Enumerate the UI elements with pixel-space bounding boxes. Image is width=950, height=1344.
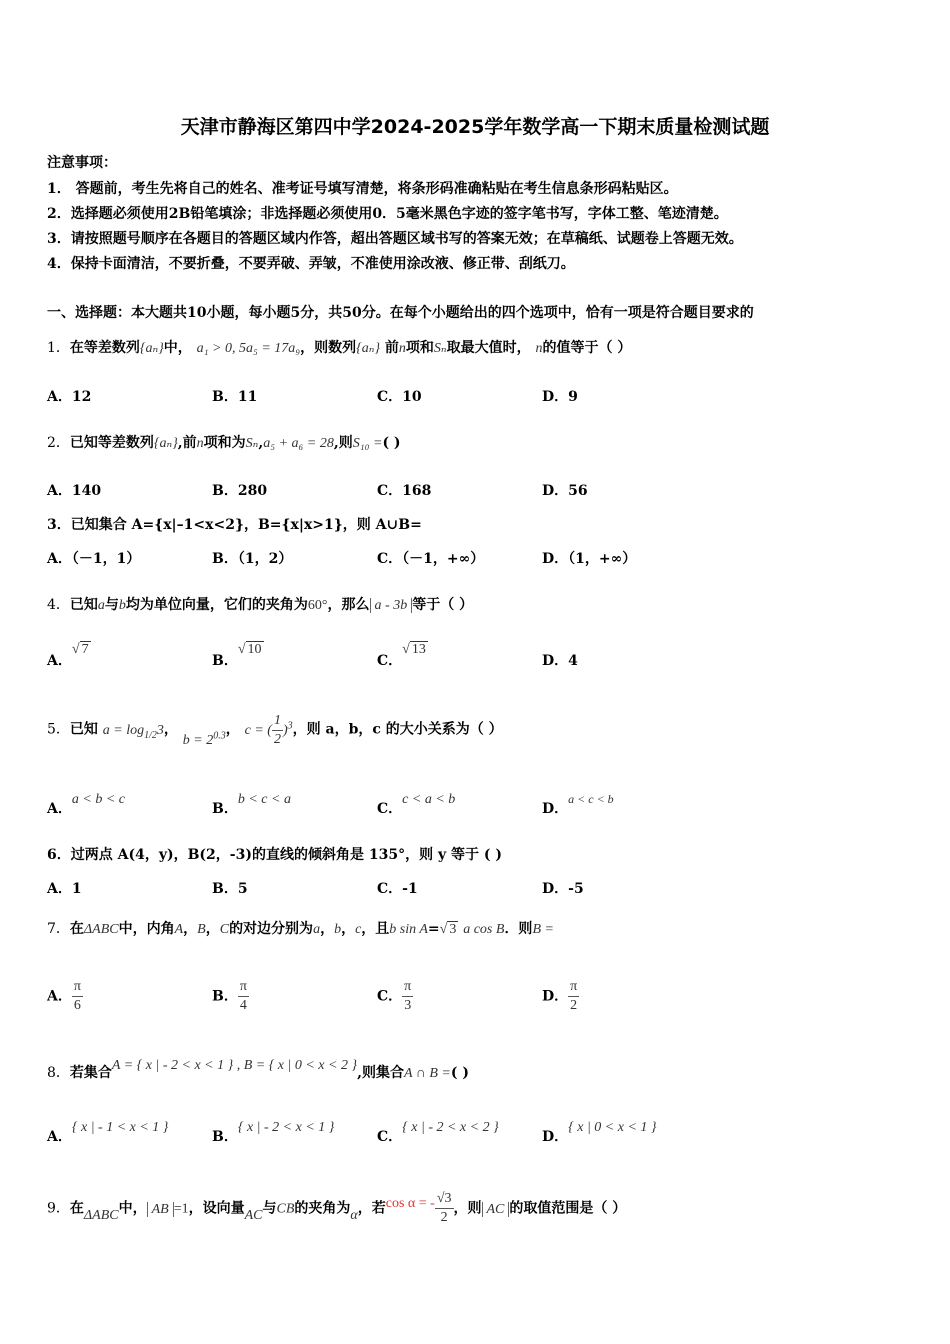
question-text: ,则 bbox=[333, 435, 353, 451]
option-d[interactable] bbox=[542, 788, 614, 817]
question-text: 已知 bbox=[69, 721, 98, 738]
numerator: π bbox=[568, 978, 579, 997]
option-label: B． bbox=[212, 1129, 238, 1145]
math-expr: {aₙ} bbox=[153, 436, 178, 451]
option-label: A． bbox=[47, 653, 72, 669]
radicand: 3 bbox=[449, 922, 457, 937]
question-text: 的取值范围是（ ） bbox=[509, 1200, 627, 1217]
question-number: 2． bbox=[47, 435, 70, 451]
option-d[interactable]: D．56 bbox=[542, 483, 588, 499]
question-text: ，设向量 bbox=[188, 1200, 245, 1217]
math-expr: b < c < a bbox=[237, 792, 291, 807]
option-label: C． bbox=[377, 801, 403, 817]
denominator: 4 bbox=[239, 998, 247, 1013]
fraction bbox=[435, 1190, 454, 1227]
option-c[interactable] bbox=[377, 788, 456, 817]
math-expr: { x | 0 < x < 1 } bbox=[568, 1120, 657, 1135]
sqrt-expr: √ 10 bbox=[237, 642, 262, 657]
question-3: 3．已知集合 A={x|–1<x<2}，B={x|x>1}，则 A∪B= bbox=[47, 517, 422, 533]
option-b[interactable] bbox=[212, 978, 249, 1015]
option-d[interactable]: D．4 bbox=[542, 653, 578, 669]
numerator: π bbox=[238, 978, 249, 997]
question-number: 5． bbox=[47, 721, 70, 738]
sqrt-expr: √ 3 bbox=[439, 922, 457, 937]
option-b[interactable]: B．11 bbox=[212, 389, 258, 405]
question-number: 8． bbox=[47, 1065, 70, 1081]
question-text: ， bbox=[225, 721, 240, 738]
math-expr: n bbox=[535, 341, 543, 356]
question-text: = bbox=[427, 921, 440, 937]
question-text: ，则 a，b，c 的大小关系为（ ） bbox=[292, 721, 503, 738]
math-expr: Sₙ bbox=[433, 341, 447, 356]
fraction bbox=[72, 978, 83, 1015]
question-4 bbox=[47, 594, 473, 614]
math-expr: 60° bbox=[307, 598, 328, 613]
fraction bbox=[568, 978, 579, 1015]
math-expr: { x | - 2 < x < 1 } bbox=[237, 1120, 335, 1135]
question-text: ．则 bbox=[504, 921, 533, 937]
page-title: 天津市静海区第四中学2024-2025学年数学高一下期末质量检测试题 bbox=[180, 116, 770, 138]
math-expr bbox=[182, 730, 226, 748]
question-text: ( ) bbox=[450, 1065, 469, 1081]
denominator: 3 bbox=[404, 998, 412, 1013]
math-part: b = 2 bbox=[182, 732, 214, 748]
question-text: ， bbox=[163, 721, 178, 738]
question-text: 的对边分别为 bbox=[229, 921, 314, 937]
question-text: 取最大值时， bbox=[446, 340, 531, 356]
option-label: D． bbox=[542, 1129, 569, 1145]
question-2 bbox=[47, 432, 401, 452]
math-expr: ΔABC bbox=[83, 922, 119, 937]
question-text: ( ) bbox=[382, 435, 401, 451]
question-text: ,前 bbox=[177, 435, 197, 451]
math-expr: B = bbox=[532, 922, 554, 937]
radicand: 13 bbox=[411, 642, 426, 657]
option-a[interactable] bbox=[47, 642, 91, 670]
question-text: 前 bbox=[384, 340, 399, 356]
question-text: 在 bbox=[69, 1200, 84, 1217]
question-text: 项和为 bbox=[203, 435, 246, 451]
question-8 bbox=[47, 1058, 469, 1082]
question-text: ， bbox=[341, 921, 356, 937]
question-text: 项和 bbox=[405, 340, 434, 356]
notice-item: 2．选择题必须使用2B铅笔填涂；非选择题必须使用0．5毫米黑色字迹的签字笔书写，字体工整、笔迹清楚。 bbox=[47, 206, 728, 222]
option-a[interactable]: A．140 bbox=[47, 483, 102, 499]
question-text: 在等差数列 bbox=[69, 340, 140, 356]
question-text: ， bbox=[183, 921, 198, 937]
math-expr: n bbox=[398, 341, 406, 356]
option-b[interactable]: B．5 bbox=[212, 881, 248, 897]
fraction bbox=[402, 978, 413, 1015]
question-text: ， bbox=[320, 921, 335, 937]
question-text: 已知 bbox=[69, 597, 98, 613]
question-text: 中，内角 bbox=[118, 921, 175, 937]
question-7 bbox=[47, 918, 554, 938]
notice-item: 3．请按照题号顺序在各题目的答题区域内作答，超出答题区域书写的答案无效；在草稿纸、试题卷上答题无效。 bbox=[47, 231, 743, 247]
option-c[interactable] bbox=[377, 1116, 499, 1145]
question-text: ,则集合 bbox=[357, 1065, 404, 1081]
math-expr: {aₙ} bbox=[356, 341, 381, 356]
question-5 bbox=[47, 712, 503, 752]
question-text: , bbox=[258, 435, 264, 451]
question-text: 在 bbox=[69, 921, 84, 937]
denominator: 2 bbox=[570, 998, 578, 1013]
radicand: 3 bbox=[444, 1191, 452, 1206]
question-number: 1． bbox=[47, 340, 70, 356]
option-a[interactable]: A．12 bbox=[47, 389, 92, 405]
option-label: C． bbox=[377, 653, 403, 669]
question-6: 6．过两点 A(4，y)，B(2，-3)的直线的倾斜角是 135°，则 y 等于 ( ) bbox=[47, 847, 502, 863]
log-base: 1/2 bbox=[144, 729, 157, 741]
option-label: B． bbox=[212, 988, 238, 1005]
option-c[interactable] bbox=[377, 642, 428, 670]
math-expr: a₁ > 0, 5a₅ = 17a₉ bbox=[196, 341, 301, 356]
option-label: D． bbox=[542, 988, 569, 1005]
option-a[interactable]: A．（－1，1） bbox=[47, 551, 141, 567]
option-b[interactable] bbox=[212, 642, 264, 670]
math-expr: A = { x | - 2 < x < 1 } , B = { x | 0 < x < 2 } bbox=[111, 1058, 358, 1073]
notice-heading: 注意事项： bbox=[47, 155, 117, 171]
math-expr: A ∩ B = bbox=[403, 1066, 451, 1081]
numerator: √3 bbox=[435, 1190, 454, 1209]
option-c[interactable] bbox=[377, 978, 413, 1015]
math-expr: AC bbox=[482, 1202, 510, 1217]
math-expr: Sₙ bbox=[245, 436, 259, 451]
fraction bbox=[238, 978, 249, 1015]
math-expr: a bbox=[313, 922, 321, 937]
math-expr: a - 3b bbox=[370, 598, 413, 613]
question-text: ，且 bbox=[361, 921, 390, 937]
math-expr: { x | - 2 < x < 2 } bbox=[402, 1120, 499, 1135]
option-label: B． bbox=[212, 801, 238, 817]
option-a[interactable] bbox=[47, 978, 83, 1015]
option-label: A． bbox=[47, 1129, 72, 1145]
question-text: 均为单位向量，它们的夹角为 bbox=[125, 597, 308, 613]
option-a[interactable]: A．1 bbox=[47, 881, 82, 897]
option-d[interactable]: D．（1，+∞） bbox=[542, 551, 637, 567]
numerator: π bbox=[72, 978, 83, 997]
numerator: π bbox=[402, 978, 413, 997]
math-expr: ΔABC bbox=[83, 1207, 119, 1223]
question-text: 若集合 bbox=[69, 1065, 112, 1081]
exponent: 3 bbox=[287, 720, 293, 732]
math-expr: a < c < b bbox=[568, 792, 614, 806]
math-expr: a bbox=[97, 598, 105, 613]
option-label: B． bbox=[212, 653, 238, 669]
exponent: 0.3 bbox=[213, 730, 226, 742]
question-text: 中， bbox=[118, 1200, 147, 1217]
option-a[interactable] bbox=[47, 788, 125, 817]
math-expr: A bbox=[174, 922, 184, 937]
question-text: 已知等差数列 bbox=[69, 435, 154, 451]
question-text: ，若 bbox=[357, 1200, 386, 1217]
math-expr: a₅ + a₆ = 28 bbox=[263, 436, 334, 451]
option-d[interactable] bbox=[542, 978, 579, 1015]
option-a[interactable] bbox=[47, 1116, 169, 1145]
notice-item: 4．保持卡面清洁，不要折叠，不要弄破、弄皱，不准使用涂改液、修正带、刮纸刀。 bbox=[47, 256, 575, 272]
denominator: 6 bbox=[73, 998, 81, 1013]
fraction bbox=[272, 712, 283, 749]
math-expr: n bbox=[196, 436, 204, 451]
radicand: 10 bbox=[247, 642, 262, 657]
question-number: 9． bbox=[47, 1200, 70, 1217]
log-arg: 3 bbox=[156, 722, 164, 738]
question-text: 等于（ ） bbox=[412, 597, 474, 613]
math-expr: c < a < b bbox=[402, 792, 456, 807]
option-label: C． bbox=[377, 1129, 403, 1145]
math-expr: c bbox=[355, 922, 362, 937]
question-text: 的值等于（ ） bbox=[542, 340, 632, 356]
math-expr: c = ( $\frac{1}{2}$ )$^3$ bbox=[244, 713, 293, 747]
option-c[interactable]: C．10 bbox=[377, 389, 422, 405]
option-b[interactable]: B．（1，2） bbox=[212, 551, 293, 567]
question-number: 7． bbox=[47, 921, 70, 937]
math-expr: b bbox=[334, 922, 342, 937]
math-part: c = bbox=[244, 722, 264, 738]
math-expr: a cos B bbox=[463, 922, 505, 937]
option-d[interactable] bbox=[542, 1116, 657, 1145]
math-expr: =1 bbox=[173, 1201, 189, 1217]
math-expr: AB bbox=[147, 1202, 174, 1217]
math-expr: CB bbox=[276, 1201, 295, 1217]
question-number: 4． bbox=[47, 597, 70, 613]
option-label: C． bbox=[377, 988, 403, 1005]
question-text: 与 bbox=[104, 597, 119, 613]
question-text: ，则 bbox=[453, 1200, 482, 1217]
question-text: 的夹角为 bbox=[294, 1200, 351, 1217]
math-expr bbox=[102, 722, 164, 741]
question-text: ， bbox=[205, 921, 220, 937]
denominator: 2 bbox=[273, 732, 281, 747]
denominator: 2 bbox=[440, 1210, 448, 1225]
option-label: A． bbox=[47, 988, 72, 1005]
math-expr: cos α = - bbox=[385, 1195, 435, 1211]
notice-item: 1． 答题前，考生先将自己的姓名、准考证号填写清楚，将条形码准确粘贴在考生信息条形码粘贴区。 bbox=[47, 181, 678, 197]
math-expr: b bbox=[118, 598, 126, 613]
math-expr: {aₙ} bbox=[139, 341, 164, 356]
option-c[interactable]: C．168 bbox=[377, 483, 432, 499]
option-c[interactable]: C．-1 bbox=[377, 881, 418, 897]
math-expr: S₁₀ = bbox=[352, 436, 383, 451]
math-expr: b sin A bbox=[389, 922, 428, 937]
option-b[interactable] bbox=[212, 1116, 335, 1145]
math-expr: C bbox=[219, 922, 230, 937]
math-expr: AC bbox=[244, 1207, 263, 1223]
question-9 bbox=[47, 1190, 626, 1230]
option-label: D． bbox=[542, 801, 569, 817]
sqrt-expr: √ 13 bbox=[402, 642, 426, 657]
math-expr: B bbox=[197, 922, 206, 937]
question-1 bbox=[47, 337, 631, 357]
question-text: 与 bbox=[262, 1200, 277, 1217]
option-c[interactable]: C．（－1，+∞） bbox=[377, 551, 485, 567]
math-expr: { x | - 1 < x < 1 } bbox=[71, 1120, 169, 1135]
option-b[interactable]: B．280 bbox=[212, 483, 268, 499]
radicand: 7 bbox=[81, 642, 89, 657]
question-text: ，那么 bbox=[327, 597, 370, 613]
question-text: 中， bbox=[163, 340, 192, 356]
section-heading: 一、选择题：本大题共10小题，每小题5分，共50分。在每个小题给出的四个选项中，恰有一项是符合题目要求的 bbox=[47, 305, 754, 321]
option-b[interactable] bbox=[212, 788, 291, 817]
math-expr: a < b < c bbox=[71, 792, 125, 807]
option-label: A． bbox=[47, 801, 72, 817]
numerator: 1 bbox=[272, 712, 283, 731]
math-expr: α bbox=[350, 1207, 358, 1223]
option-d[interactable]: D．9 bbox=[542, 389, 578, 405]
question-text: ，则数列 bbox=[300, 340, 357, 356]
option-d[interactable]: D．-5 bbox=[542, 881, 584, 897]
math-part: a = log bbox=[102, 722, 145, 738]
sqrt-expr: √ 7 bbox=[71, 642, 89, 657]
